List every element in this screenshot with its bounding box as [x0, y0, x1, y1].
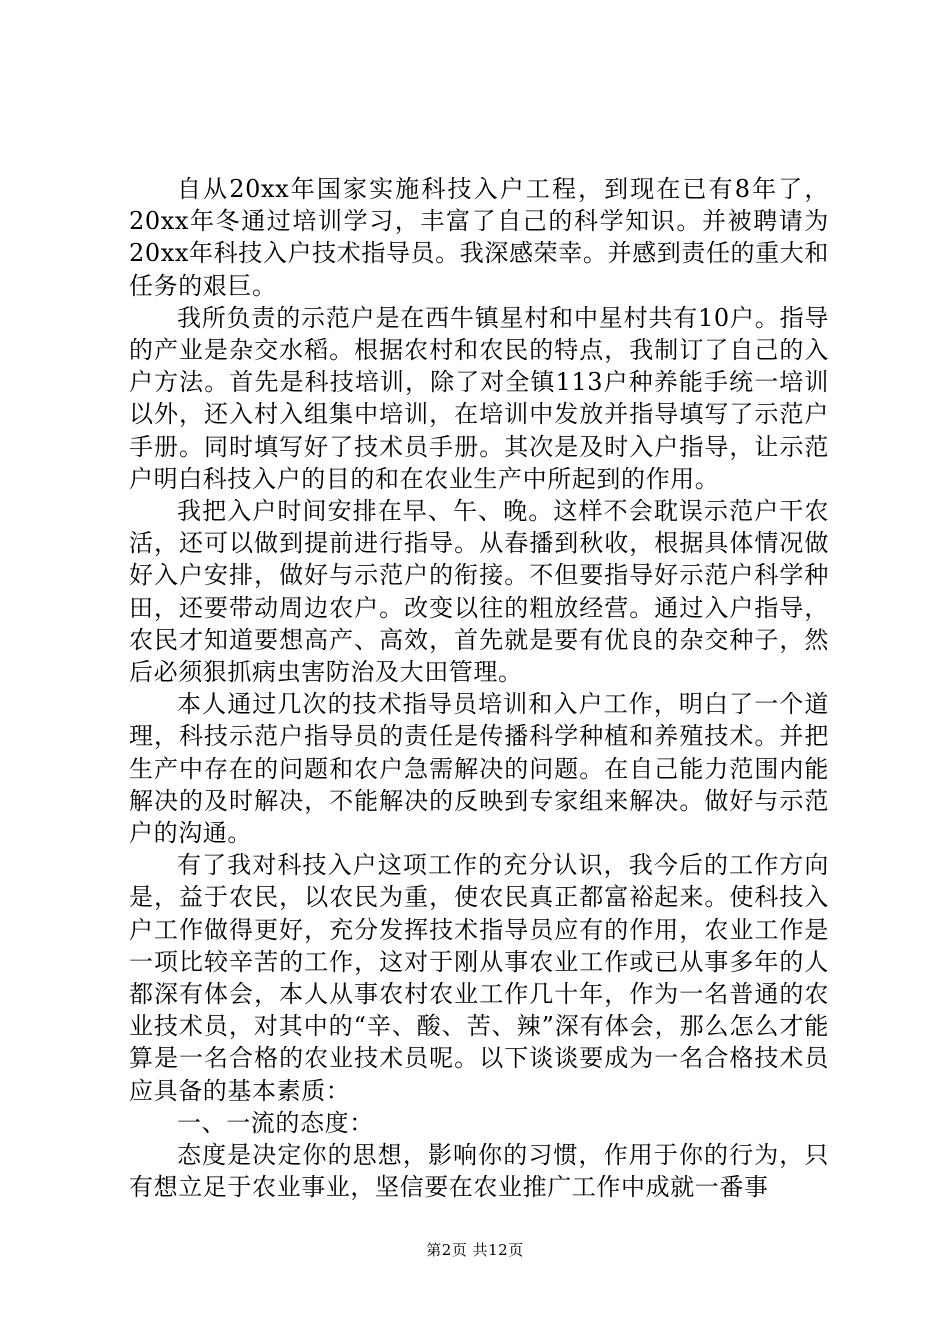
- paragraph-2: 我所负责的示范户是在西牛镇星村和中星村共有10户。指导的产业是杂交水稻。根据农村和农民的特点，我制订了自己的入户方法。首先是科技培训，除了对全镇113户种养能手统一培训以外，还入村入组集中培训，在培训中发放并指导填写了示范户手册。同时填写好了技术员手册。其次是及时入户指导，让示范户明白科技入户的目的和在农业生产中所起到的作用。: [129, 303, 829, 493]
- document-body: [129, 173, 829, 1204]
- paragraph-5: 有了我对科技入户这项工作的充分认识，我今后的工作方向是，益于农民，以农民为重，使农民真正都富裕起来。使科技入户工作做得更好，充分发挥技术指导员应有的作用，农业工作是一项比较辛苦的工作，这对于刚从事农业工作或已从事多年的人都深有体会，本人从事农村农业工作几十年，作为一名普通的农业技术员，对其中的“辛、酸、苦、辣”深有体会，那么怎么才能算是一名合格的农业技术员呢。以下谈谈要成为一名合格技术员应具备的基本素质：: [129, 851, 829, 1105]
- paragraph-3: 我把入户时间安排在早、午、晚。这样不会耽误示范户干农活，还可以做到提前进行指导。从春播到秋收，根据具体情况做好入户安排，做好与示范户的衔接。不但要指导好示范户科学种田，还要带动周边农户。改变以往的粗放经营。通过入户指导，农民才知道要想高产、高效，首先就是要有优良的杂交种子，然后必须狠抓病虫害防治及大田管理。: [129, 497, 829, 687]
- page-number-footer: 第2页 共12页: [426, 1241, 524, 1259]
- paragraph-1: 自从20xx年国家实施科技入户工程，到现在已有8年了，20xx年冬通过培训学习，丰富了自己的科学知识。并被聘请为20xx年科技入户技术指导员。我深感荣幸。并感到责任的重大和任务的艰巨。: [129, 175, 829, 300]
- paragraph-6: 态度是决定你的思想，影响你的习惯，作用于你的行为，只有想立足于农业事业，坚信要在农业推广工作中成就一番事: [129, 1141, 829, 1202]
- section-heading: 一、一流的态度：: [177, 1108, 374, 1137]
- paragraph-4: 本人通过几次的技术指导员培训和入户工作，明白了一个道理，科技示范户指导员的责任是传播科学种植和养殖技术。并把生产中存在的问题和农户急需解决的问题。在自己能力范围内能解决的及时解决，不能解决的反映到专家组来解决。做好与示范户的沟通。: [129, 690, 829, 848]
